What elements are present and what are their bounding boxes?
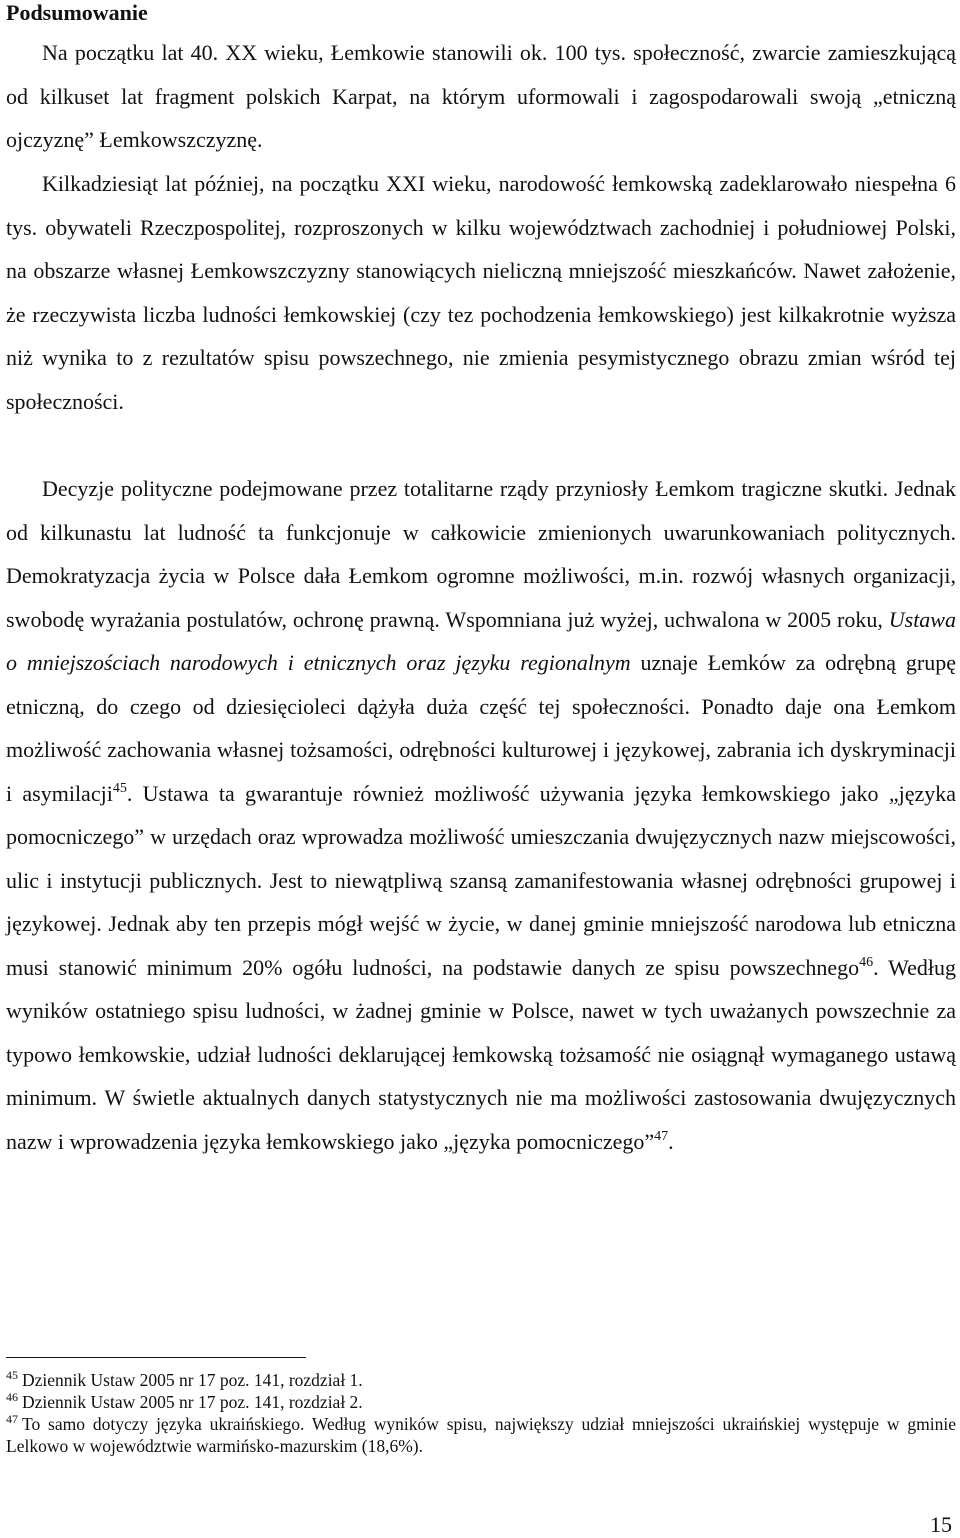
paragraph-3-text-a: Decyzje polityczne podejmowane przez totalitarne rządy przyniosły Łemkom tragiczne skutki. Jednak od kilkunastu lat ludność ta funkcjonuje w całkowicie zmienionych uwarunkowaniach politycznych. Demokratyzacja życia w Polsce dała Łemkom ogromne możliwości, m.in. rozwój własnych organizacji, swobodę wyrażania postulatów, ochronę prawną. Wspomniana już wyżej, uchwalona w 2005 roku, bbox=[6, 476, 956, 632]
act-title: Ustawa o mniejszościach narodowych i etnicznych oraz języku regionalnym bbox=[6, 606, 956, 675]
paragraph-3-text-e: . bbox=[668, 1128, 674, 1154]
section-heading: Podsumowanie bbox=[6, 0, 148, 25]
paragraph-3-text-c: . Ustawa ta gwarantuje również możliwość używania języka łemkowskiego jako „języka pomocniczego” w urzędach oraz wprowadza możliwość umieszczania dwujęzycznych nazw miejscowości, ulic i instytucji publicznych. Jest to niewątpliwą szansą zamanifestowania własnej odrębności grupowej i językowej. Jednak aby ten przepis mógł wejść w życie, w danej gminie mniejszość narodowa lub etniczna musi stanowić minimum 20% ogółu ludności, na podstawie danych ze spisu powszechnego bbox=[6, 780, 957, 980]
paragraph-2: Kilkadziesiąt lat później, na początku XXI wieku, narodowość łemkowską zadeklarowało niespełna 6 tys. obywateli Rzeczpospolitej, rozproszonych w kilku województwach zachodniej i południowej Polski, na obszarze własnej Łemkowszczyzny stanowiących nieliczną mniejszość mieszkańców. Nawet założenie, że rzeczywista liczba ludności łemkowskiej (czy tez pochodzenia łemkowskiego) jest kilkakrotnie wyższa niż wynika to z rezultatów spisu powszechnego, nie zmienia pesymistycznego obrazu zmian wśród tej społeczności. bbox=[6, 171, 956, 414]
footnote-number: 46 bbox=[6, 1390, 18, 1404]
footnote-separator bbox=[6, 1357, 306, 1358]
paragraph-1: Na początku lat 40. XX wieku, Łemkowie stanowili ok. 100 tys. społeczność, zwarcie zamieszkującą od kilkuset lat fragment polskich Karpat, na którym uformowali i zagospodarowali swoją „etniczną ojczyznę” Łemkowszczyznę. bbox=[6, 40, 956, 152]
footnote-ref-45[interactable]: 45 bbox=[112, 780, 127, 796]
footnotes bbox=[6, 1369, 956, 1457]
page-number: 15 bbox=[930, 1512, 952, 1537]
footnote-45 bbox=[6, 1369, 956, 1391]
paragraph-3 bbox=[6, 467, 956, 1163]
paragraph-3-text-b: uznaje Łemków za odrębną grupę etniczną, do czego od dziesięcioleci dążyła duża część tej społeczności. Ponadto daje ona Łemkom możliwość zachowania własnej tożsamości, odrębności kulturowej i językowej, zabrania ich dyskryminacji i asymilacji bbox=[6, 650, 956, 806]
footnote-number: 45 bbox=[6, 1368, 18, 1382]
footnote-47 bbox=[6, 1413, 956, 1457]
footnote-ref-47[interactable]: 47 bbox=[654, 1128, 669, 1144]
footnote-number: 47 bbox=[6, 1412, 18, 1426]
footnote-text: Dziennik Ustaw 2005 nr 17 poz. 141, rozdział 2. bbox=[22, 1392, 363, 1412]
footnote-text: To samo dotyczy języka ukraińskiego. Według wyników spisu, największy udział mniejszości ukraińskiej występuje w gminie Lelkowo w województwie warmińsko-mazurskim (18,6%). bbox=[6, 1414, 956, 1456]
paragraph-3-text-d: . Według wyników ostatniego spisu ludności, w żadnej gminie w Polsce, nawet w tych uważanych powszechnie za typowo łemkowskie, udział ludności deklarującej łemkowską tożsamość nie osiągnął wymaganego ustawą minimum. W świetle aktualnych danych statystycznych nie ma możliwości zastosowania dwujęzycznych nazw i wprowadzenia języka łemkowskiego jako „języka pomocniczego” bbox=[6, 954, 957, 1154]
footnote-text: Dziennik Ustaw 2005 nr 17 poz. 141, rozdział 1. bbox=[22, 1370, 363, 1390]
footnote-46 bbox=[6, 1391, 956, 1413]
footnote-ref-46[interactable]: 46 bbox=[859, 954, 874, 970]
